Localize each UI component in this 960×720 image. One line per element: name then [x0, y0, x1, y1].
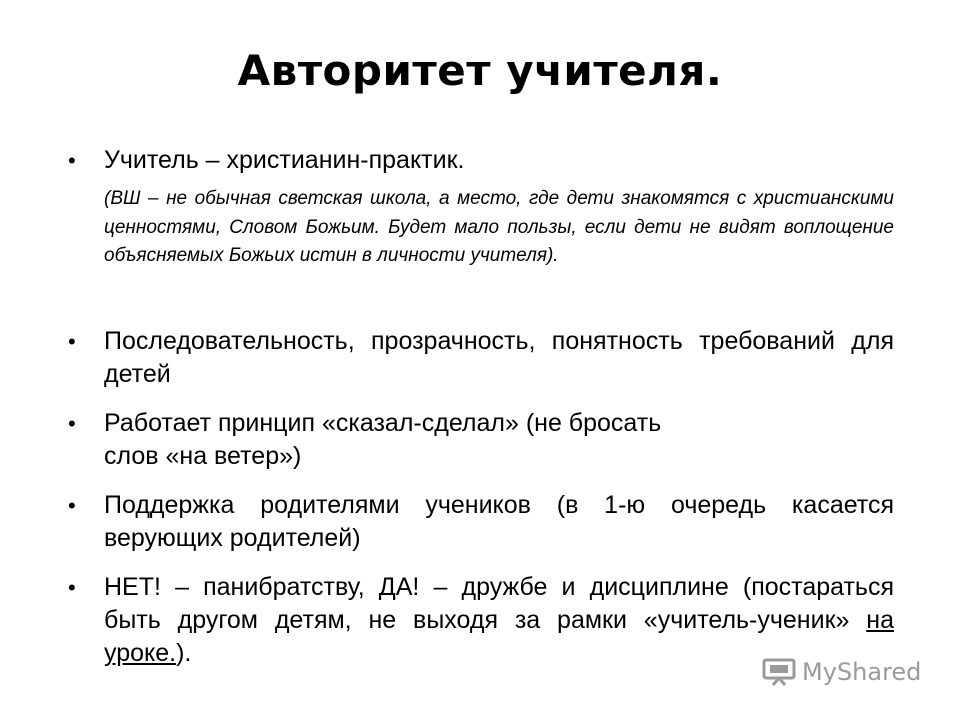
bullet-text: Учитель – христианин-практик.: [104, 146, 465, 174]
bullet-item-4: [68, 489, 894, 555]
bullet-item-1: [68, 144, 894, 177]
bullet-marker: •: [68, 411, 76, 436]
bullet-marker: •: [68, 329, 76, 354]
bullet-marker: •: [68, 493, 76, 518]
bullet-text-part: ).: [176, 639, 192, 667]
bullet-item-3: [68, 407, 894, 473]
underlined-phrase: на уроке.: [104, 606, 894, 667]
bullet-text: Последовательность, прозрачность, понятность требований для детей: [104, 327, 894, 388]
bullet-item-2: [68, 325, 894, 391]
bullet-text-part: НЕТ! – панибратству, ДА! – дружбе и дисциплине (постараться быть другом детям, не выходя за рамки «учитель-ученик»: [104, 573, 894, 634]
bullet-marker: •: [68, 148, 76, 173]
bullet-note: (ВШ – не обычная светская школа, а место, где дети знакомятся с христианскими ценностями, Словом Божьим. Будет мало пользы, если дети не видят воплощение объясняемых Божьих истин в личности учителя).: [104, 188, 894, 266]
presentation-board-icon: [762, 658, 796, 686]
watermark-text: MyShared: [802, 658, 922, 686]
watermark: [762, 656, 932, 688]
slide-title: Авторитет учителя.: [237, 46, 723, 95]
bullet-marker: •: [68, 575, 76, 600]
bullet-text: Работает принцип «сказал-сделал» (не бросать слов «на ветер»): [104, 409, 662, 470]
bullet-text: Поддержка родителями учеников (в 1-ю очередь касается верующих родителей): [104, 491, 894, 552]
